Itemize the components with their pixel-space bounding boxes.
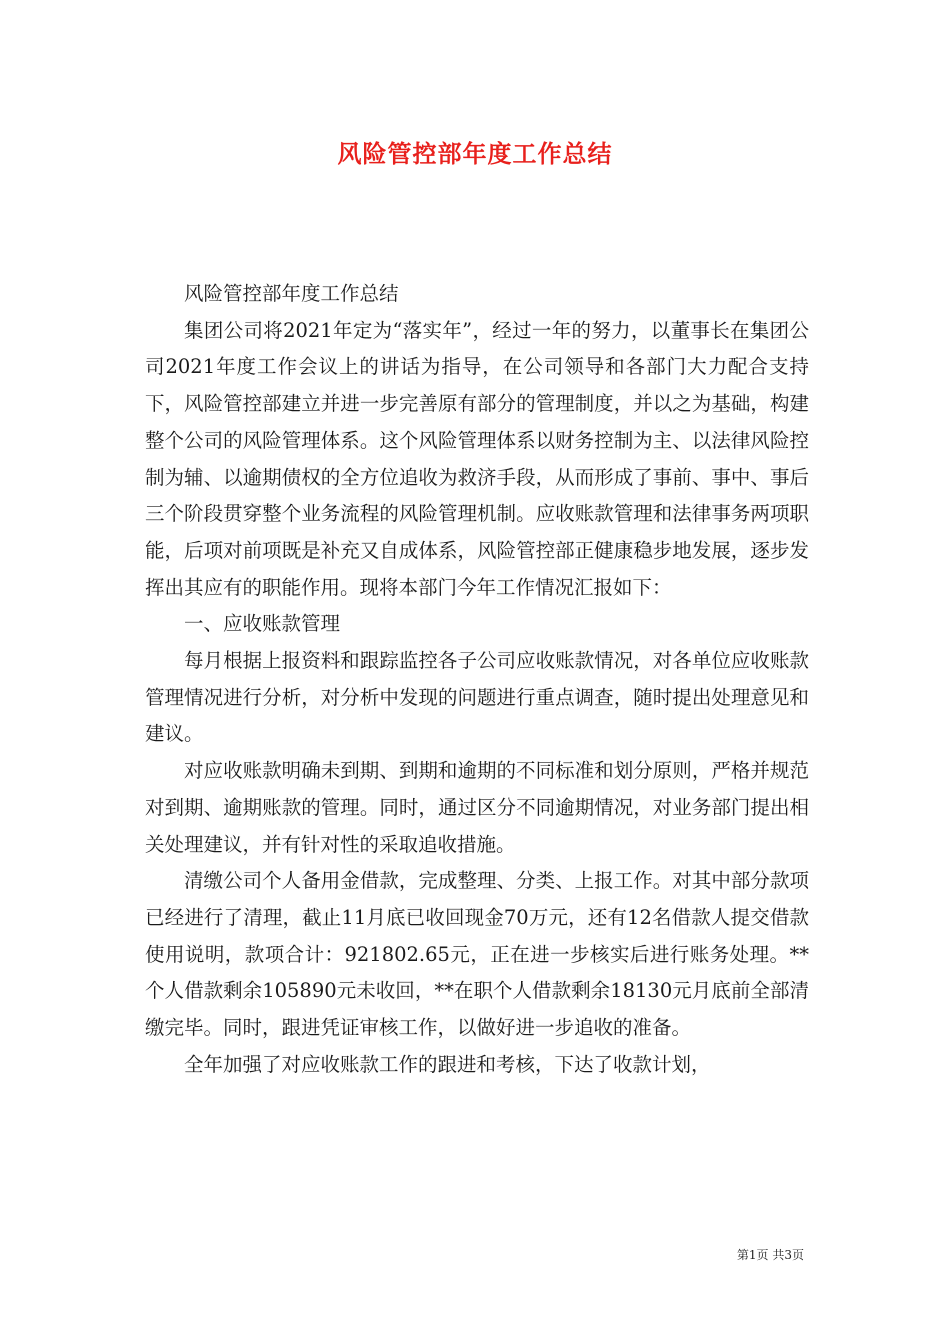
paragraph: 对应收账款明确未到期、到期和逾期的不同标准和划分原则，严格并规范对到期、逾期账款的管理。同时，通过区分不同逾期情况，对业务部门提出相关处理建议，并有针对性的采取追收措施。 — [145, 759, 809, 856]
paragraph-intro: 集团公司将2021年定为“落实年”，经过一年的努力，以董事长在集团公司2021年度工作会议上的讲话为指导，在公司领导和各部门大力配合支持下，风险管控部建立并进一步完善原有部分的管理制度，并以之为基础，构建整个公司的风险管理体系。这个风险管理体系以财务控制为主、以法律风险控制为辅、以逾期债权的全方位追收为救济手段，从而形成了事前、事中、事后三个阶段贯穿整个业务流程的风险管理机制。应收账款管理和法律事务两项职能，后项对前项既是补充又自成体系，风险管控部正健康稳步地发展，逐步发挥出其应有的职能作用。现将本部门今年工作情况汇报如下： — [145, 318, 809, 599]
document-title: 风险管控部年度工作总结 — [337, 139, 613, 168]
section-heading: 一、应收账款管理 — [184, 612, 341, 636]
paragraph: 清缴公司个人备用金借款，完成整理、分类、上报工作。对其中部分款项已经进行了清理，截止11月底已收回现金70万元，还有12名借款人提交借款使用说明，款项合计：921802.65元，正在进一步核实后进行账务处理。**个人借款剩余105890元未收回，**在职个人借款剩余18130元月底前全部清缴完毕。同时，跟进凭证审核工作，以做好进一步追收的准备。 — [145, 869, 809, 1040]
paragraph-subtitle: 风险管控部年度工作总结 — [184, 282, 399, 305]
paragraph: 全年加强了对应收账款工作的跟进和考核，下达了收款计划， — [184, 1052, 711, 1076]
paragraph: 每月根据上报资料和跟踪监控各子公司应收账款情况，对各单位应收账款管理情况进行分析，对分析中发现的问题进行重点调查，随时提出处理意见和建议。 — [145, 649, 809, 746]
document-body — [145, 276, 809, 1083]
page-number-footer: 第1页 共3页 — [736, 1248, 804, 1262]
